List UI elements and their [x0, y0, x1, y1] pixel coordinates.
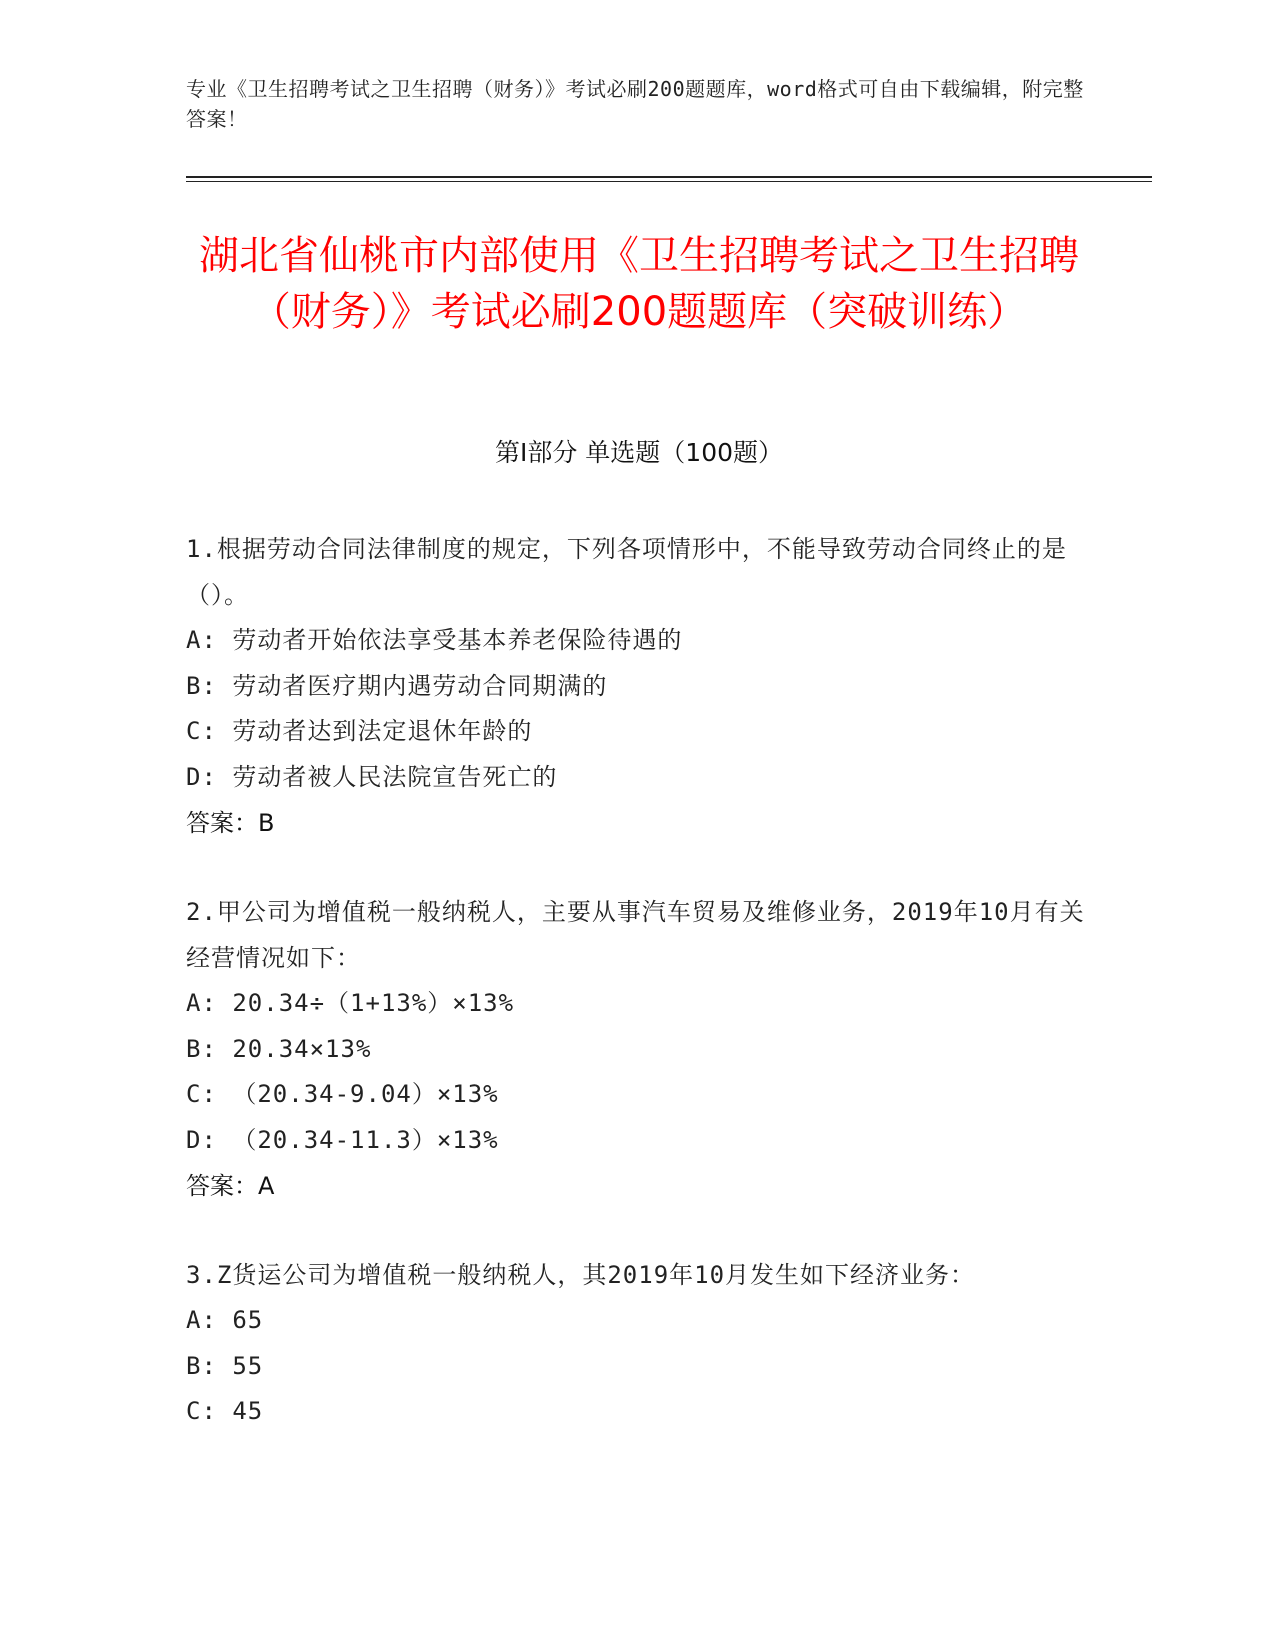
header-divider-thick [186, 176, 1152, 178]
question-3 [186, 1252, 1086, 1435]
option-d: D: 劳动者被人民法院宣告死亡的 [186, 762, 558, 791]
option-b: B: 55 [186, 1351, 264, 1380]
answer-label: 答案：A [186, 1172, 275, 1200]
option-a: A: 20.34÷（1+13%）×13% [186, 989, 515, 1017]
question-2 [186, 889, 1086, 1209]
option-c: C: （20.34-9.04）×13% [186, 1080, 499, 1108]
question-stem: 2.甲公司为增值税一般纳税人，主要从事汽车贸易及维修业务，2019年10月有关经营情况如下： [186, 898, 1085, 972]
header-divider-thin [186, 181, 1152, 182]
option-c: C: 劳动者达到法定退休年龄的 [186, 717, 533, 745]
option-a: A: 劳动者开始依法享受基本养老保险待遇的 [186, 626, 683, 654]
option-c: C: 45 [186, 1397, 264, 1425]
document-title: 湖北省仙桃市内部使用《卫生招聘考试之卫生招聘（财务）》考试必刷200题题库（突破训练） [199, 233, 1079, 335]
answer-label: 答案：B [186, 809, 275, 837]
option-b: B: 劳动者医疗期内遇劳动合同期满的 [186, 671, 608, 700]
question-stem: 1.根据劳动合同法律制度的规定，下列各项情形中，不能导致劳动合同终止的是（）。 [186, 535, 1067, 609]
question-stem: 3.Z货运公司为增值税一般纳税人，其2019年10月发生如下经济业务： [186, 1261, 976, 1289]
header-note: 专业《卫生招聘考试之卫生招聘（财务）》考试必刷200题题库，word格式可自由下载编辑，附完整答案！ [186, 77, 1084, 131]
section-title: 第Ⅰ部分 单选题（100题） [494, 438, 784, 467]
question-list [186, 526, 1086, 1478]
option-d: D: （20.34-11.3）×13% [186, 1125, 499, 1154]
question-1 [186, 526, 1086, 846]
option-b: B: 20.34×13% [186, 1034, 372, 1063]
option-a: A: 65 [186, 1306, 264, 1334]
